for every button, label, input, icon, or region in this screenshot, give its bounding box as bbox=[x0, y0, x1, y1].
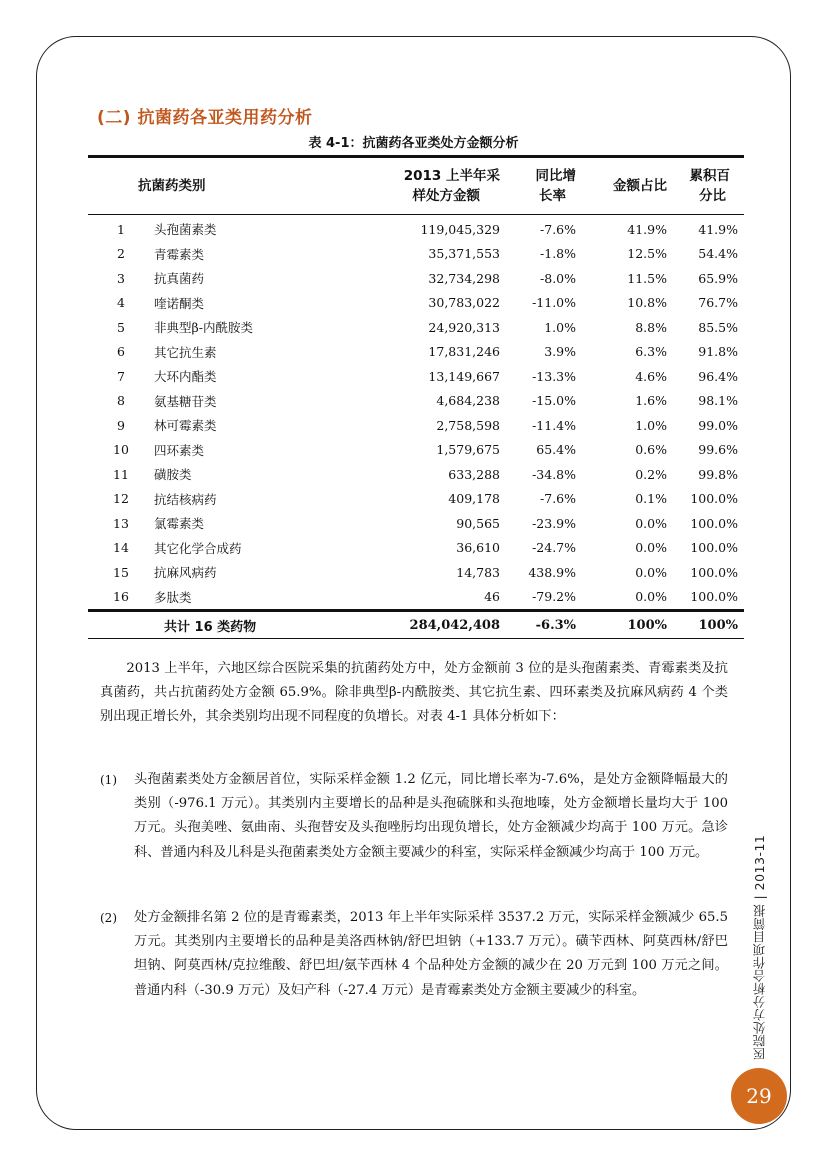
total-yoy: -6.3% bbox=[535, 617, 576, 633]
row-share: 0.0% bbox=[635, 515, 667, 531]
row-yoy-growth: 3.9% bbox=[544, 344, 576, 360]
row-share: 4.6% bbox=[635, 368, 667, 384]
row-share: 0.0% bbox=[635, 589, 667, 605]
row-cumulative: 65.9% bbox=[698, 270, 738, 286]
row-index: 13 bbox=[113, 515, 129, 531]
row-yoy-growth: -13.3% bbox=[532, 368, 576, 384]
row-cumulative: 100.0% bbox=[690, 491, 738, 507]
row-yoy-growth: 65.4% bbox=[536, 442, 576, 458]
table-row bbox=[88, 560, 744, 585]
row-share: 0.1% bbox=[635, 491, 667, 507]
row-category: 抗结核病药 bbox=[154, 491, 217, 507]
table-caption: 表 4-1：抗菌药各亚类处方金额分析 bbox=[308, 136, 519, 151]
row-index: 3 bbox=[117, 270, 125, 286]
item-text: 处方金额排名第 2 位的是青霉素类，2013 年上半年实际采样 3537.2 万元，实际采样金额减少 65.5 万元。其类别内主要增长的品种是美洛西林钠/舒巴坦钠（+133.7 万元）。磺苄西林、阿莫西林/舒巴坦钠、阿莫西林/克拉维酸、舒巴坦/氨苄西林 4 个品种处方金额的减少在 20 万元到 100 万元之间。普通内科（-30.9 万元）及妇产科（-27.4 万元）是青霉素类处方金额主要减少的科室。 bbox=[134, 910, 728, 998]
header-yoy-line1: 同比增 bbox=[535, 168, 576, 184]
table-header-row bbox=[88, 157, 744, 215]
header-cum bbox=[667, 157, 744, 215]
row-category: 抗麻风病药 bbox=[154, 565, 217, 581]
row-index: 9 bbox=[117, 417, 125, 433]
total-share: 100% bbox=[627, 617, 667, 633]
row-cumulative: 76.7% bbox=[698, 295, 738, 311]
row-index: 7 bbox=[117, 368, 125, 384]
page-number: 29 bbox=[746, 1084, 772, 1108]
header-amount-line2: 样处方金额 bbox=[412, 188, 480, 204]
row-category: 氯霉素类 bbox=[154, 516, 205, 532]
row-share: 6.3% bbox=[635, 344, 667, 360]
row-yoy-growth: 438.9% bbox=[528, 564, 576, 580]
row-cumulative: 100.0% bbox=[690, 540, 738, 556]
row-yoy-growth: -23.9% bbox=[532, 515, 576, 531]
row-amount: 13,149,667 bbox=[428, 368, 500, 384]
row-category: 林可霉素类 bbox=[154, 418, 217, 434]
row-index: 11 bbox=[113, 466, 129, 482]
header-yoy bbox=[500, 157, 576, 215]
row-yoy-growth: -79.2% bbox=[532, 589, 576, 605]
row-amount: 4,684,238 bbox=[436, 393, 500, 409]
table-row bbox=[88, 413, 744, 438]
row-cumulative: 100.0% bbox=[690, 564, 738, 580]
antibacterial-subclass-table bbox=[88, 155, 744, 639]
header-cum-line2: 分比 bbox=[699, 188, 726, 204]
table-row bbox=[88, 266, 744, 291]
analysis-paragraph: 2013 上半年，六地区综合医院采集的抗菌药处方中，处方金额前 3 位的是头孢菌素类、青霉素类及抗真菌药，共占抗菌药处方金额 65.9%。除非典型β-内酰胺类、其它抗生素、四环素类及抗麻风病药 4 个类别出现正增长外，其余类别均出现不同程度的负增长。对表 4-1 具体分析如下： bbox=[100, 661, 728, 725]
row-category: 青霉素类 bbox=[154, 246, 205, 262]
row-cumulative: 99.0% bbox=[698, 417, 738, 433]
row-amount: 1,579,675 bbox=[436, 442, 500, 458]
table-row bbox=[88, 364, 744, 389]
row-share: 12.5% bbox=[627, 246, 667, 262]
table-body bbox=[88, 215, 744, 611]
item-number: (2) bbox=[100, 911, 117, 925]
row-index: 12 bbox=[113, 491, 129, 507]
header-cum-line1: 累积百 bbox=[689, 168, 730, 184]
row-amount: 46 bbox=[484, 589, 500, 605]
row-index: 10 bbox=[113, 442, 129, 458]
section-title: (二) 抗菌药各亚类用药分析 bbox=[97, 108, 313, 128]
total-cum: 100% bbox=[698, 617, 738, 633]
row-category: 氨基糖苷类 bbox=[154, 393, 217, 409]
analysis-item-1 bbox=[100, 768, 728, 865]
table-row bbox=[88, 536, 744, 561]
row-category: 磺胺类 bbox=[154, 467, 192, 483]
row-share: 0.0% bbox=[635, 540, 667, 556]
total-row bbox=[88, 611, 744, 639]
row-index: 6 bbox=[117, 344, 125, 360]
row-cumulative: 96.4% bbox=[698, 368, 738, 384]
row-amount: 35,371,553 bbox=[428, 246, 500, 262]
row-cumulative: 100.0% bbox=[690, 589, 738, 605]
header-amount bbox=[360, 157, 500, 215]
row-yoy-growth: -24.7% bbox=[532, 540, 576, 556]
row-amount: 24,920,313 bbox=[428, 319, 500, 335]
table-row bbox=[88, 291, 744, 316]
row-share: 10.8% bbox=[627, 295, 667, 311]
row-yoy-growth: -7.6% bbox=[540, 221, 576, 237]
row-index: 2 bbox=[117, 246, 125, 262]
row-share: 0.6% bbox=[635, 442, 667, 458]
header-category: 抗菌药类别 bbox=[138, 178, 206, 194]
total-amount: 284,042,408 bbox=[409, 617, 500, 633]
table-row bbox=[88, 340, 744, 365]
side-running-title: 医院处方分析合作项目简报 | 2013-11 bbox=[752, 834, 767, 1060]
row-amount: 30,783,022 bbox=[428, 295, 500, 311]
row-category: 四环素类 bbox=[154, 442, 205, 458]
row-category: 头孢菌素类 bbox=[154, 222, 217, 238]
header-share: 金额占比 bbox=[613, 178, 667, 194]
row-yoy-growth: 1.0% bbox=[544, 319, 576, 335]
total-label: 共计 16 类药物 bbox=[164, 619, 257, 635]
table-row bbox=[88, 438, 744, 463]
row-amount: 90,565 bbox=[456, 515, 500, 531]
row-share: 8.8% bbox=[635, 319, 667, 335]
row-cumulative: 99.8% bbox=[698, 466, 738, 482]
row-category: 抗真菌药 bbox=[154, 271, 205, 287]
row-cumulative: 91.8% bbox=[698, 344, 738, 360]
row-index: 4 bbox=[117, 295, 125, 311]
row-yoy-growth: -8.0% bbox=[540, 270, 576, 286]
row-share: 41.9% bbox=[627, 221, 667, 237]
row-cumulative: 41.9% bbox=[698, 221, 738, 237]
row-amount: 633,288 bbox=[448, 466, 500, 482]
analysis-item-2 bbox=[100, 906, 728, 1003]
row-index: 5 bbox=[117, 319, 125, 335]
row-cumulative: 99.6% bbox=[698, 442, 738, 458]
row-yoy-growth: -11.0% bbox=[532, 295, 576, 311]
header-amount-line1: 2013 上半年采 bbox=[403, 168, 500, 184]
row-amount: 32,734,298 bbox=[428, 270, 500, 286]
row-index: 16 bbox=[113, 589, 129, 605]
row-cumulative: 100.0% bbox=[690, 515, 738, 531]
row-category: 大环内酯类 bbox=[154, 369, 217, 385]
table-row bbox=[88, 389, 744, 414]
row-amount: 2,758,598 bbox=[436, 417, 500, 433]
item-text: 头孢菌素类处方金额居首位，实际采样金额 1.2 亿元，同比增长率为-7.6%，是处方金额降幅最大的类别（-976.1 万元）。其类别内主要增长的品种是头孢硫脒和头孢地嗪，处方金额增长量均大于 100 万元。头孢美唑、氨曲南、头孢替安及头孢唑肟均出现负增长，处方金额减少均高于 100 万元。急诊科、普通内科及儿科是头孢菌素类处方金额主要减少的科室，实际采样金额减少均高于 100 万元。 bbox=[134, 772, 728, 860]
table-row bbox=[88, 242, 744, 267]
row-yoy-growth: -11.4% bbox=[532, 417, 576, 433]
row-share: 1.0% bbox=[635, 417, 667, 433]
row-share: 11.5% bbox=[627, 270, 667, 286]
row-category: 多肽类 bbox=[154, 589, 192, 605]
row-cumulative: 85.5% bbox=[698, 319, 738, 335]
table-row bbox=[88, 511, 744, 536]
row-yoy-growth: -34.8% bbox=[532, 466, 576, 482]
row-amount: 119,045,329 bbox=[420, 221, 500, 237]
row-category: 喹诺酮类 bbox=[154, 295, 205, 311]
row-yoy-growth: -1.8% bbox=[540, 246, 576, 262]
table-row bbox=[88, 585, 744, 611]
row-category: 其它化学合成药 bbox=[154, 540, 242, 556]
table-row bbox=[88, 215, 744, 242]
row-index: 1 bbox=[117, 221, 125, 237]
row-amount: 14,783 bbox=[456, 564, 500, 580]
row-share: 0.0% bbox=[635, 564, 667, 580]
row-yoy-growth: -7.6% bbox=[540, 491, 576, 507]
row-index: 8 bbox=[117, 393, 125, 409]
row-cumulative: 98.1% bbox=[698, 393, 738, 409]
item-number: (1) bbox=[100, 773, 117, 787]
row-yoy-growth: -15.0% bbox=[532, 393, 576, 409]
table-row bbox=[88, 462, 744, 487]
row-amount: 36,610 bbox=[456, 540, 500, 556]
row-amount: 17,831,246 bbox=[428, 344, 500, 360]
page-number-badge bbox=[731, 1068, 787, 1124]
row-share: 1.6% bbox=[635, 393, 667, 409]
row-cumulative: 54.4% bbox=[698, 246, 738, 262]
row-index: 14 bbox=[113, 540, 129, 556]
table-row bbox=[88, 487, 744, 512]
row-amount: 409,178 bbox=[448, 491, 500, 507]
header-yoy-line2: 长率 bbox=[539, 188, 566, 204]
row-index: 15 bbox=[113, 564, 129, 580]
row-category: 非典型β-内酰胺类 bbox=[154, 320, 253, 336]
table-row bbox=[88, 315, 744, 340]
row-category: 其它抗生素 bbox=[154, 344, 217, 360]
row-share: 0.2% bbox=[635, 466, 667, 482]
